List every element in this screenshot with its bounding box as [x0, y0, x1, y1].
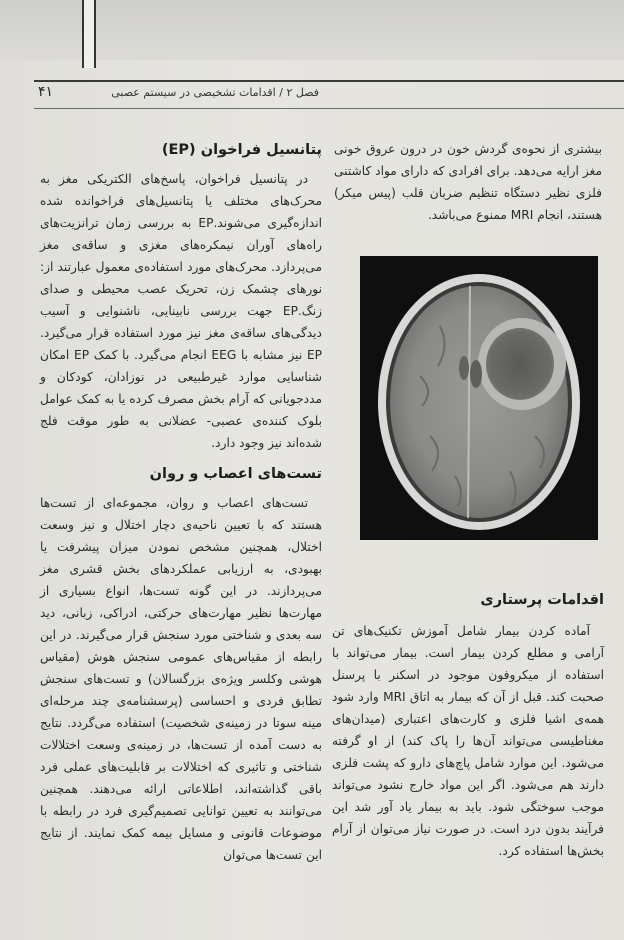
bookmark-strip	[82, 0, 96, 68]
nursing-paragraph: آماده کردن بیمار شامل آموزش تکنیک‌های تن آرامی و مطلع کردن بیمار است. بیمار می‌تواند با استفاده از میکروفون موجود در اسکنر با پرسنل صحبت کند. قبل از آن که بیمار به اتاق MRI وارد شود همه‌ی اشیا فلزی و کارت‌های اعتباری (میدان‌های مغناطیسی می‌تواند آن‌ها را پاک کند) از او گرفته می‌شود. این موارد شامل پاچ‌های دارو که پشت فلزی دارند هم می‌شود. اگر این مواد خارج نشود می‌تواند موجب سوختگی شود. باید به بیمار یاد آور شد این فرآیند بدون درد است. در صورت نیاز می‌توان از آرام بخش‌ها استفاده کرد.	[332, 624, 604, 858]
ep-heading: پتانسیل فراخوان (EP)	[161, 142, 322, 158]
running-head: فصل ۲ / اقدامات تشخیصی در سیستم عصبی	[111, 86, 319, 99]
neuro-heading: تست‌های اعصاب و روان	[149, 466, 322, 482]
left-column-text	[40, 138, 322, 866]
right-column-text	[334, 138, 602, 226]
neuro-paragraph: تست‌های اعصاب و روان، مجموعه‌ای از تست‌ها هستند که با تعیین ناحیه‌ی دچار اختلال و نیز وسعت اختلال، همچنین مشخص نمودن میزان پیشرفت یا بهبودی، به ارزیابی عملکردهای بخش قشری مغز می‌پردازند. در این گونه تست‌ها، انواع بسیاری از مهارت‌ها نظیر مهارت‌های حرکتی، ادراکی، زبانی، دید سه بعدی و شناختی مورد سنجش قرار می‌گیرند. در این رابطه از مقیاس‌های عمومی سنجش هوش (مقیاس هوشی وکلسر ویژه‌ی بزرگسالان) و تست‌های سنجش تطابق فردی و احساسی (پرسشنامه‌ی چند مرحله‌ای مینه سوتا در زمینه‌ی شخصیت) استفاده می‌گردد. نتایج به دست آمده از تست‌ها، در زمینه‌ی وسعت اختلالات شناختی و تاثیری که اختلالات بر قابلیت‌های عملی فرد باقی گذاشته‌اند، اطلاعاتی ارائه می‌دهند. همچنین می‌توانند به تعیین توانایی تصمیم‌گیری فرد در رابطه با موضوعات قانونی و مسایل بیمه کمک نمایند. از نتایج این تست‌ها می‌توان	[40, 496, 322, 862]
nursing-heading: اقدامات پرستاری	[480, 592, 604, 608]
nursing-section	[332, 588, 604, 862]
header-rule-bottom	[34, 108, 624, 109]
brain-ct-scan-icon	[360, 256, 598, 540]
page-number: ۴۱	[38, 84, 54, 100]
header-rule	[34, 80, 624, 82]
mri-paragraph: بیشتری از نحوه‌ی گردش خون در درون عروق خونی مغز ارایه می‌دهد. برای افرادی که دارای مواد کاشتنی فلزی نظیر دستگاه تنظیم ضربان قلب (پیس میکر) هستند، انجام MRI ممنوع می‌باشد.	[334, 142, 602, 222]
ep-paragraph: در پتانسیل فراخوان، پاسخ‌های الکتریکی مغز به محرک‌های مختلف یا پتانسیل‌های فراخوانده شده اندازه‌گیری می‌شوند.EP به بررسی زمان ترانزیت‌های راه‌های آوران نیمکره‌های مغزی و ساقه‌ی مغز می‌پردازد. محرک‌های مورد استفاده‌ی معمول عبارتند از: نورهای چشمک زن، تحریک عصب محیطی و صدای زنگ.EP جهت بررسی نابینایی، ناشنوایی و آسیب دیدگی‌های ساقه‌ی مغز نیز مورد استفاده قرار می‌گیرد. EP نیز مشابه با EEG انجام می‌گیرد. با کمک EP امکان شناسایی موارد غیرطبیعی در نوزادان، کودکان و مددجویانی که آرام بخش مصرف کرده یا به کمک عوامل بلوک کننده‌ی عصبی- عضلانی به طور موقت فلج شده‌اند نیز وجود دارد.	[40, 172, 322, 450]
